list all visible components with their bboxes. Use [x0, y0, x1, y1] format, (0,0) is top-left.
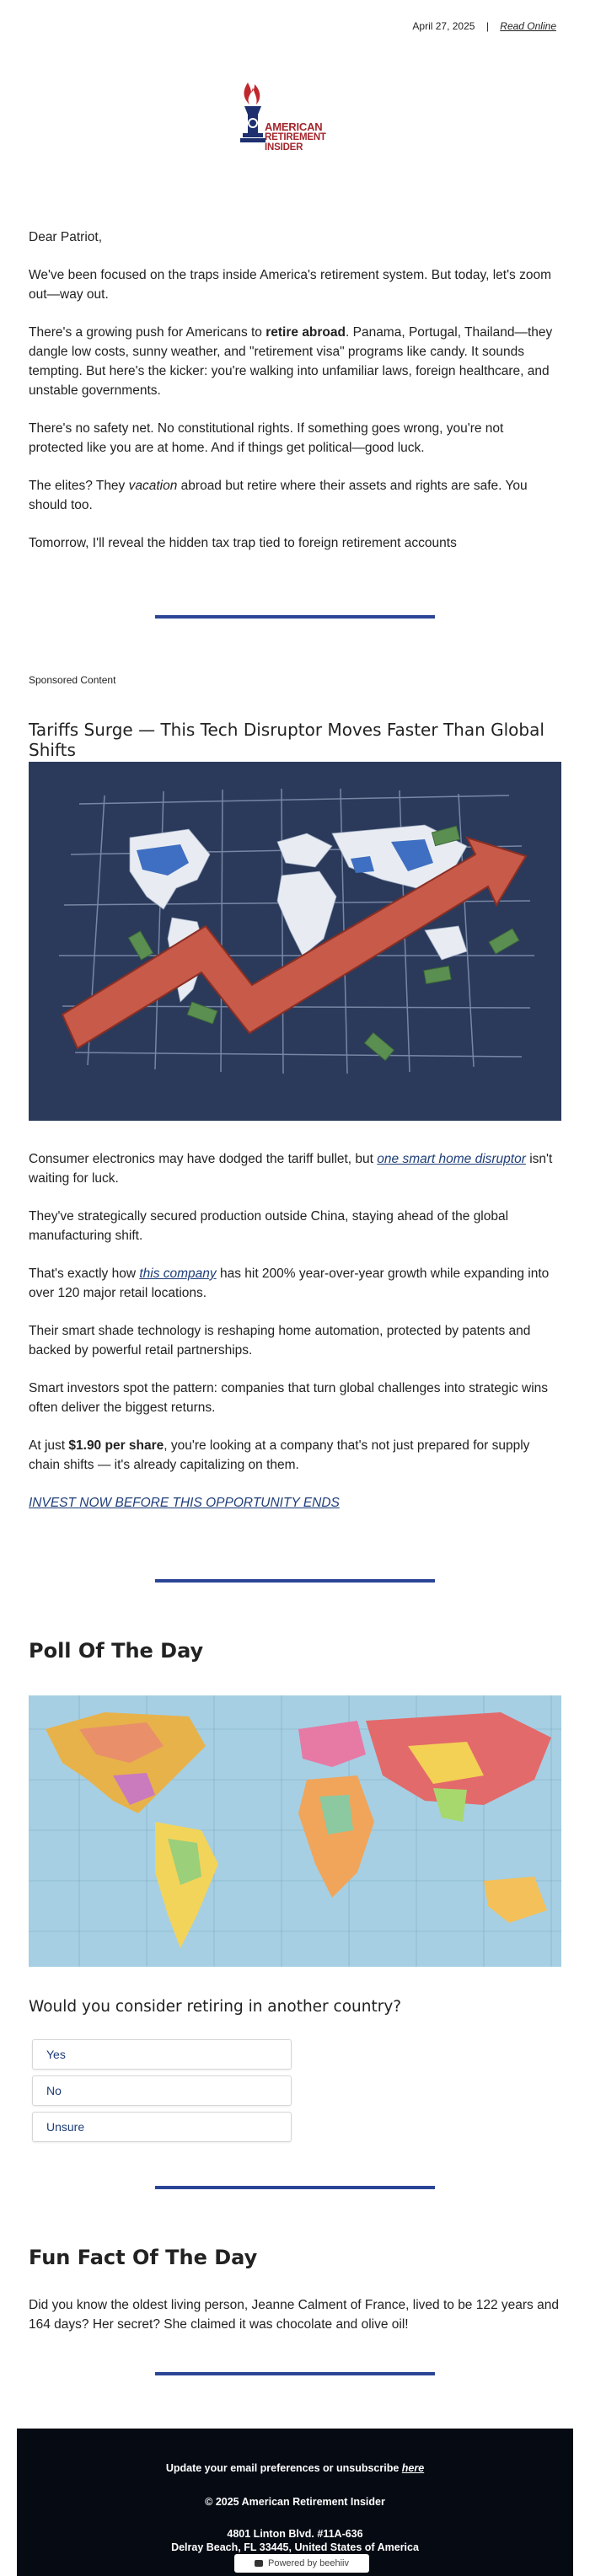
logo-wordmark	[265, 121, 359, 153]
intro-paragraph-2: There's a growing push for Americans to retire abroad. Panama, Portugal, Thailand—they dangle low costs, sunny weather, and "retirement visa" programs like candy. It sounds tempting. But here's the kicker: you're walking into unfamiliar laws, foreign healthcare, and unstable governments.	[29, 325, 553, 398]
poll-option-yes[interactable]: Yes	[32, 2039, 292, 2070]
logo-line-1: AMERICAN	[265, 120, 323, 133]
read-online-link[interactable]: Read Online	[500, 20, 556, 32]
poll-heading: Poll Of The Day	[29, 1639, 204, 1663]
sponsored-paragraph-6: At just $1.90 per share, you're looking at a company that's not just prepared for supply chain shifts — it's already capitalizing on them.	[29, 1438, 530, 1472]
sponsored-paragraph-3: That's exactly how this company has hit 200% year-over-year growth while expanding into over 120 major retail locations.	[29, 1267, 550, 1300]
sponsored-body	[29, 1149, 561, 1531]
brand-logo[interactable]	[233, 81, 359, 152]
section-divider	[155, 2186, 435, 2189]
world-map-image	[29, 1695, 561, 1967]
email-header	[412, 20, 556, 32]
intro-paragraph-1: We've been focused on the traps inside America's retirement system. But today, let's zoom out—way out.	[29, 268, 551, 302]
footer-preferences: Update your email preferences or unsubscribe here	[165, 2462, 425, 2474]
world-map-illustration	[29, 1695, 561, 1967]
invest-cta-paragraph	[29, 1493, 561, 1513]
tariff-chart-illustration	[29, 762, 561, 1121]
footer-address-line-1: 4801 Linton Blvd. #11A-636	[227, 2528, 363, 2540]
sponsored-title: Tariffs Surge — This Tech Disruptor Moves Faster Than Global Shifts	[29, 720, 544, 760]
fun-fact-section	[29, 2295, 561, 2353]
footer-copyright: © 2025 American Retirement Insider	[205, 2496, 385, 2508]
smart-home-disruptor-link[interactable]: one smart home disruptor	[377, 1152, 526, 1166]
sponsored-label: Sponsored Content	[29, 674, 116, 686]
fun-fact-text: Did you know the oldest living person, Jeanne Calment of France, lived to be 122 years and 164 days? Her secret? She claimed it was chocolate and olive oil!	[29, 2298, 559, 2332]
header-separator: |	[485, 20, 489, 32]
section-divider	[155, 615, 435, 619]
greeting: Dear Patriot,	[29, 230, 103, 244]
section-divider	[155, 2372, 435, 2375]
invest-now-link[interactable]: INVEST NOW BEFORE THIS OPPORTUNITY ENDS	[29, 1496, 340, 1510]
intro-section	[29, 228, 561, 571]
sponsored-paragraph-1: Consumer electronics may have dodged the tariff bullet, but one smart home disruptor isn't waiting for luck.	[29, 1152, 553, 1186]
email-date: April 27, 2025	[412, 20, 475, 32]
intro-paragraph-5: Tomorrow, I'll reveal the hidden tax trap tied to foreign retirement accounts	[29, 536, 457, 550]
poll-question: Would you consider retiring in another country?	[29, 1998, 402, 2016]
sponsored-paragraph-5: Smart investors spot the pattern: companies that turn global challenges into strategic wins often deliver the biggest returns.	[29, 1381, 549, 1415]
unsubscribe-link[interactable]: here	[401, 2462, 425, 2474]
poll-option-no[interactable]: No	[32, 2075, 292, 2106]
sponsored-image[interactable]	[29, 762, 561, 1121]
sponsored-paragraph-4: Their smart shade technology is reshaping home automation, protected by patents and backed by powerful retail partnerships.	[29, 1324, 531, 1358]
poll-option-unsure[interactable]: Unsure	[32, 2112, 292, 2142]
powered-by-beehiiv-badge[interactable]: Powered by beehiiv	[234, 2554, 369, 2573]
beehiiv-icon	[255, 2560, 263, 2567]
logo-line-2: RETIREMENT INSIDER	[265, 132, 326, 153]
this-company-link[interactable]: this company	[139, 1267, 217, 1281]
sponsored-paragraph-2: They've strategically secured production outside China, staying ahead of the global manufacturing shift.	[29, 1209, 509, 1243]
fun-fact-heading: Fun Fact Of The Day	[29, 2246, 258, 2269]
intro-paragraph-3: There's no safety net. No constitutional rights. If something goes wrong, you're not protected like you are at home. And if things get political—good luck.	[29, 421, 504, 455]
section-divider	[155, 1579, 435, 1583]
intro-paragraph-4: The elites? They vacation abroad but retire where their assets and rights are safe. You should too.	[29, 479, 528, 512]
footer-address-line-2: Delray Beach, FL 33445, United States of America	[171, 2541, 419, 2553]
